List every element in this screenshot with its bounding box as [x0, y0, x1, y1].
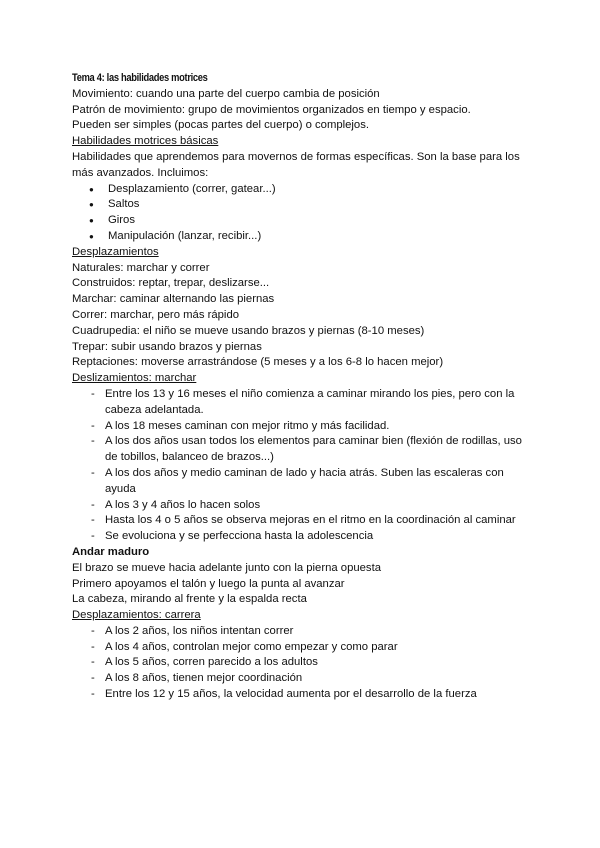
displacement-line: Construidos: reptar, trepar, deslizarse...: [72, 277, 270, 290]
list-item: ● Desplazamiento (correr, gatear...): [72, 182, 532, 198]
intro-line: Pueden ser simples (pocas partes del cuerpo) o complejos.: [72, 119, 370, 132]
walking-list: [72, 387, 532, 545]
section-heading-displacements: Desplazamientos: [72, 245, 159, 258]
document-content: [72, 71, 532, 703]
mature-walking-line: La cabeza, mirando al frente y la espalda recta: [72, 593, 307, 606]
displacement-line: Trepar: subir usando brazos y piernas: [72, 340, 262, 353]
list-item: - A los dos años y medio caminan de lado y hacia atrás. Suben las escaleras con ayuda: [72, 466, 532, 498]
intro-line: Movimiento: cuando una parte del cuerpo cambia de posición: [72, 87, 380, 100]
mature-walking-line: El brazo se mueve hacia adelante junto con la pierna opuesta: [72, 561, 381, 574]
document-title: Tema 4: las habilidades motrices: [72, 72, 208, 84]
list-item: - A los 2 años, los niños intentan correr: [72, 624, 532, 640]
displacement-line: Marchar: caminar alternando las piernas: [72, 293, 275, 306]
intro-line: Patrón de movimiento: grupo de movimientos organizados en tiempo y espacio.: [72, 103, 471, 116]
section-heading-basic-skills: Habilidades motrices básicas: [72, 135, 219, 148]
list-item: - A los 18 meses caminan con mejor ritmo y más facilidad.: [72, 419, 532, 435]
list-item: ● Saltos: [72, 197, 532, 213]
section-heading-mature-walking: Andar maduro: [72, 545, 150, 558]
list-item: - Se evoluciona y se perfecciona hasta la adolescencia: [72, 529, 532, 545]
list-item: - A los 8 años, tienen mejor coordinación: [72, 671, 532, 687]
list-item: - A los 3 y 4 años lo hacen solos: [72, 498, 532, 514]
displacement-line: Cuadrupedia: el niño se mueve usando brazos y piernas (8-10 meses): [72, 324, 425, 337]
list-item: ● Giros: [72, 213, 532, 229]
list-item: - A los 5 años, corren parecido a los adultos: [72, 655, 532, 671]
list-item: - Hasta los 4 o 5 años se observa mejoras en el ritmo en la coordinación al caminar: [72, 513, 532, 529]
list-item: - A los 4 años, controlan mejor como empezar y como parar: [72, 640, 532, 656]
list-item: - Entre los 13 y 16 meses el niño comienza a caminar mirando los pies, pero con la cabeza adelantada.: [72, 387, 532, 419]
section-heading-walking: Deslizamientos: marchar: [72, 372, 197, 385]
mature-walking-line: Primero apoyamos el talón y luego la punta al avanzar: [72, 577, 345, 590]
basic-skills-list: [72, 182, 532, 245]
displacement-line: Naturales: marchar y correr: [72, 261, 210, 274]
basic-skills-text: Habilidades que aprendemos para movernos de formas específicas. Son la base para los más avanzados. Incluimos:: [72, 150, 520, 179]
list-item: ● Manipulación (lanzar, recibir...): [72, 229, 532, 245]
running-list: [72, 624, 532, 703]
displacement-line: Correr: marchar, pero más rápido: [72, 308, 240, 321]
section-heading-running: Desplazamientos: carrera: [72, 609, 201, 622]
list-item: - A los dos años usan todos los elementos para caminar bien (flexión de rodillas, uso de tobillos, balanceo de brazos...): [72, 434, 532, 466]
list-item: - Entre los 12 y 15 años, la velocidad aumenta por el desarrollo de la fuerza: [72, 687, 532, 703]
displacement-line: Reptaciones: moverse arrastrándose (5 meses y a los 6-8 lo hacen mejor): [72, 356, 444, 369]
